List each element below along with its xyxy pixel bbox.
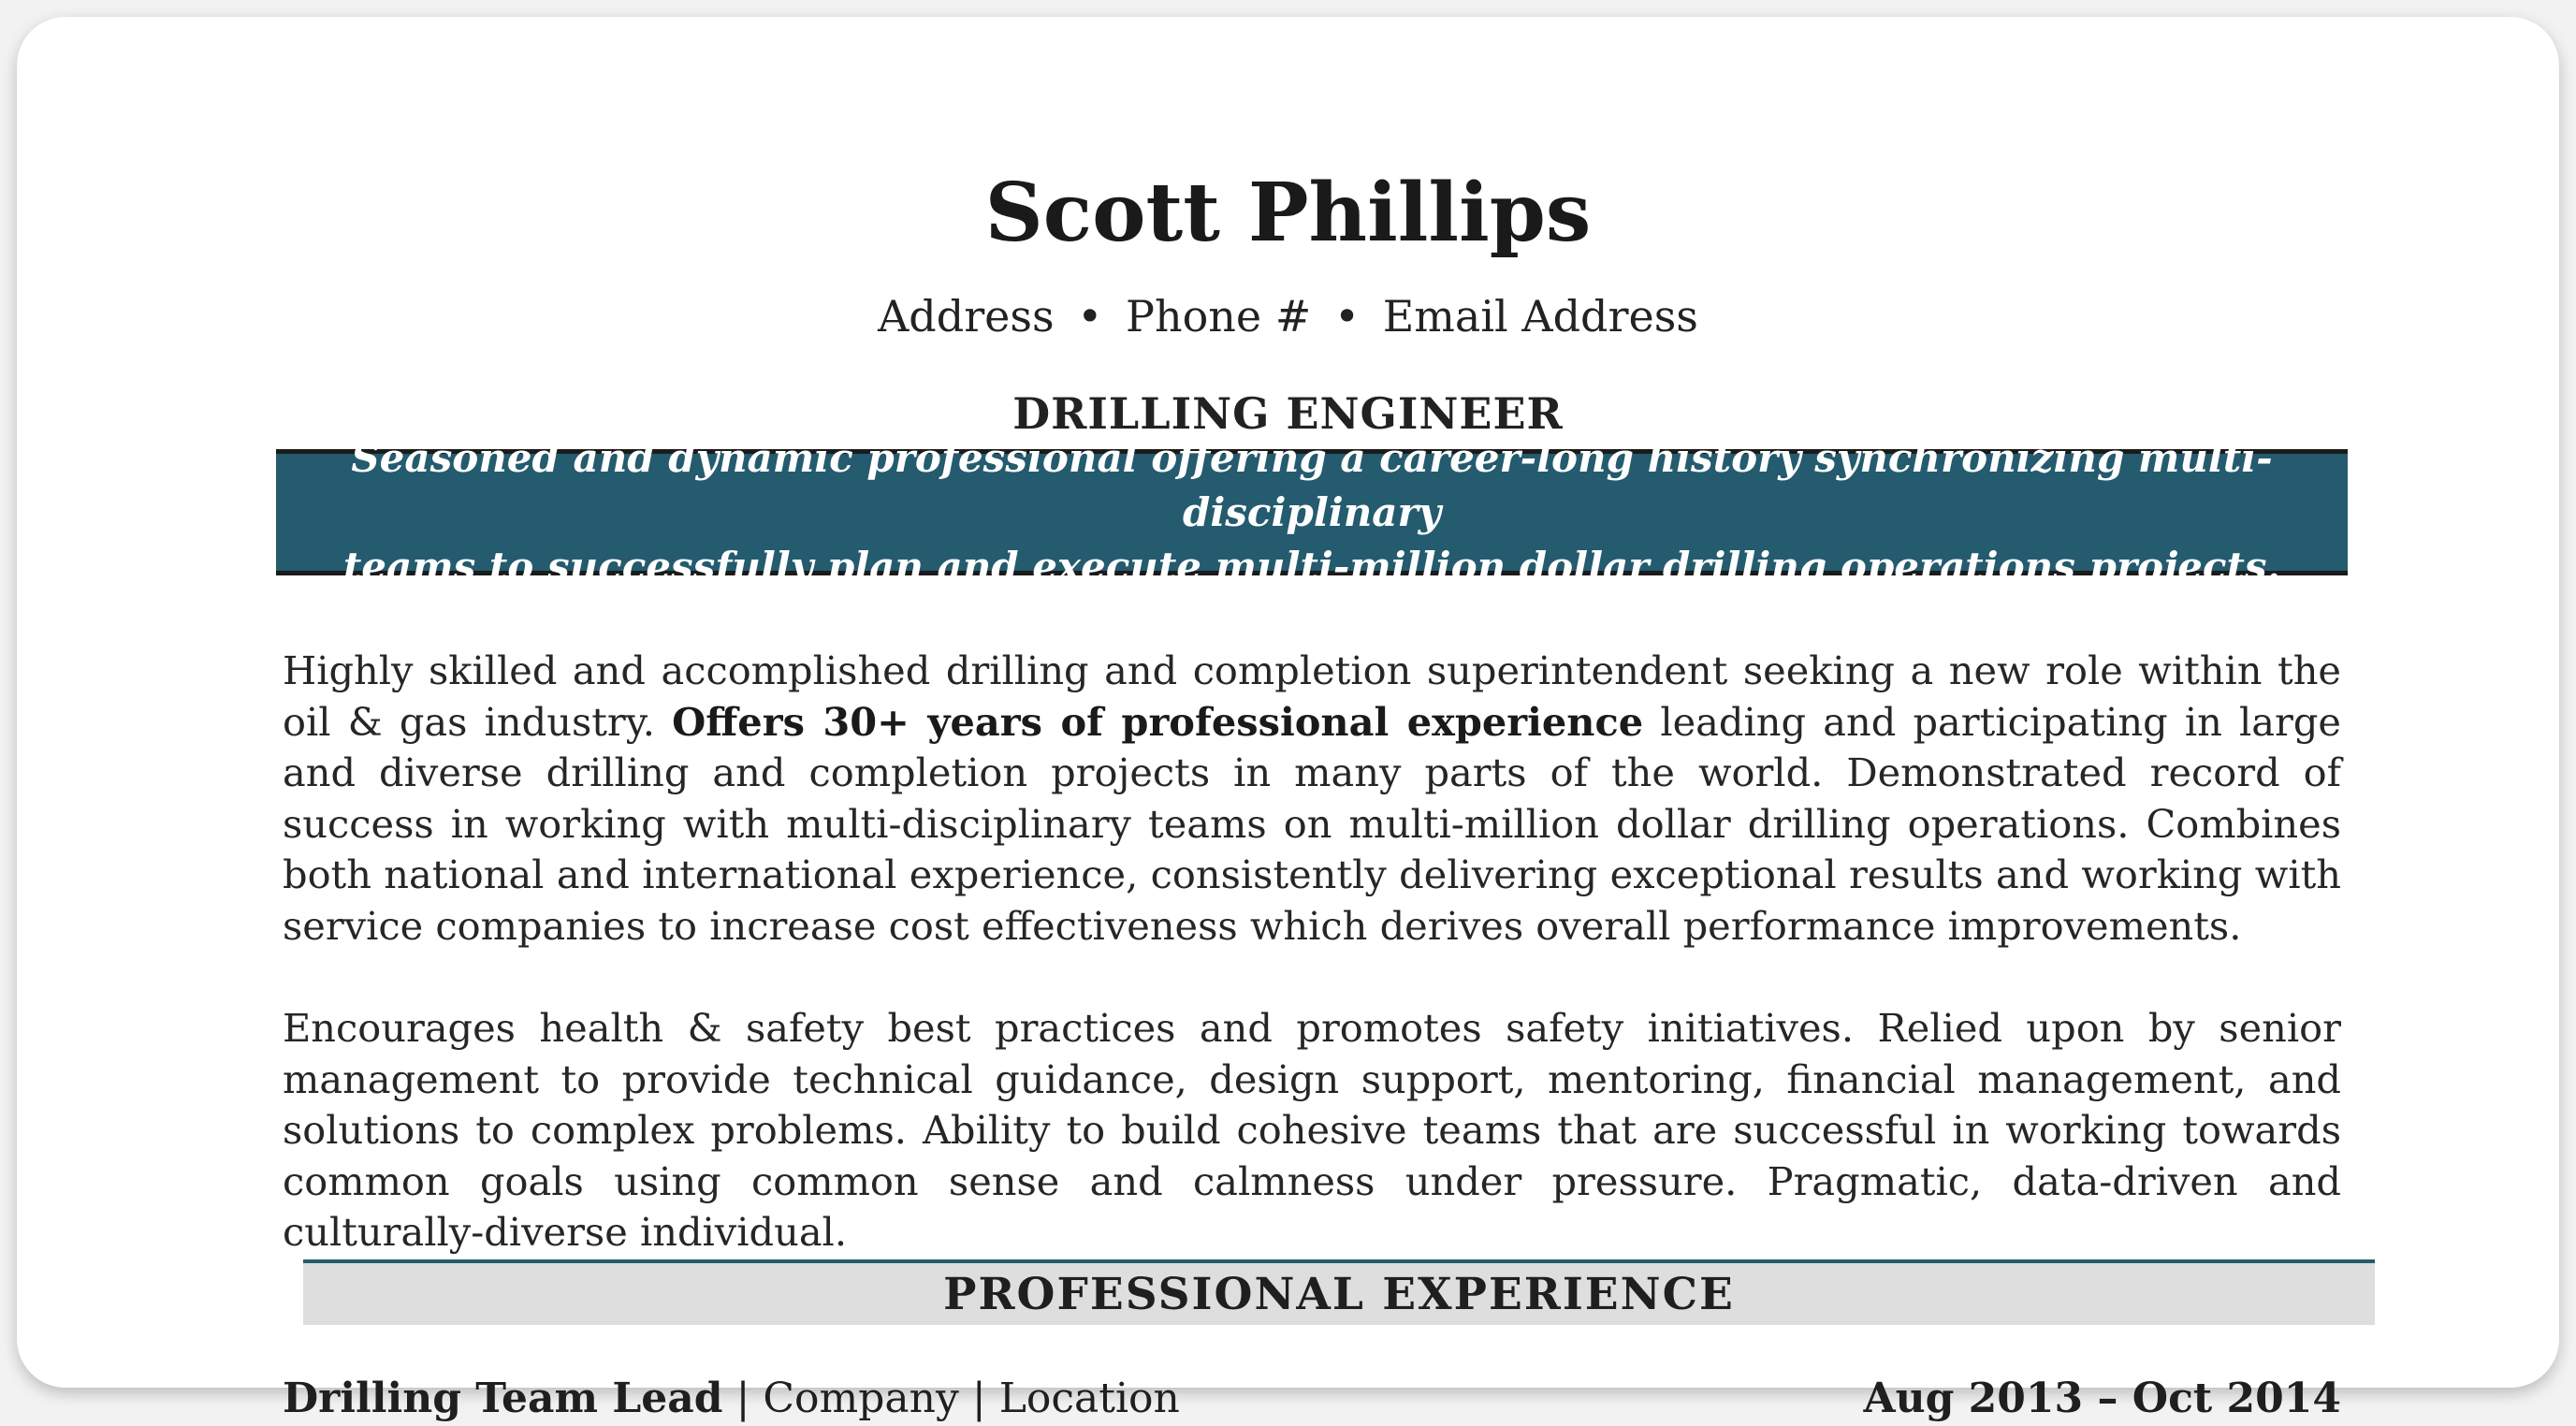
job-divider: | bbox=[971, 1375, 986, 1422]
job-entry-header bbox=[283, 1372, 2341, 1422]
section-title: PROFESSIONAL EXPERIENCE bbox=[943, 1268, 1735, 1320]
summary-paragraph-2: Encourages health & safety best practices and promotes safety initiatives. Relied upon by senior management to provide technical guidance, design support, mentoring, financial management, and solutions to complex problems. Ability to build cohesive teams that are successful in working towards common goals using common sense and calmness under pressure. Pragmatic, data-driven and culturally-diverse individual. bbox=[283, 1005, 2341, 1255]
job-company: Company bbox=[763, 1375, 959, 1422]
headline-banner bbox=[276, 434, 2348, 589]
job-role: Drilling Team Lead bbox=[283, 1375, 723, 1422]
summary-text: Highly skilled and accomplished drilling and completion superintendent seeking a new role within the oil & gas industry. bbox=[283, 648, 2341, 745]
section-header-experience bbox=[303, 1259, 2375, 1325]
headline-line-2: teams to successfully plan and execute multi-million dollar drilling operations projects. bbox=[342, 543, 2281, 589]
contact-phone: Phone # bbox=[1126, 291, 1312, 342]
job-location: Location bbox=[998, 1375, 1180, 1422]
contact-separator: • bbox=[1077, 291, 1103, 342]
job-dates: Aug 2013 – Oct 2014 bbox=[1863, 1375, 2341, 1422]
resume-card bbox=[17, 17, 2559, 1422]
contact-email: Email Address bbox=[1382, 291, 1698, 342]
contact-separator: • bbox=[1333, 291, 1361, 342]
contact-address: Address bbox=[878, 291, 1055, 342]
job-role-line bbox=[283, 1372, 1180, 1426]
summary-text: leading and participating in large and diverse drilling and completion projects in many parts of the world. Demonstrated record of success in working with multi-disciplinary teams on multi-million dollar drilling operations. Combines both national and international experience, consistently delivering exceptional results and working with service companies to increase cost effectiveness which derives overall performance improvements. bbox=[283, 698, 2341, 949]
contact-line bbox=[17, 290, 2559, 342]
target-job-title: DRILLING ENGINEER bbox=[1012, 388, 1564, 439]
headline-text bbox=[306, 431, 2318, 594]
resume-page bbox=[17, 17, 2559, 1422]
job-divider: | bbox=[735, 1375, 750, 1422]
summary-paragraph-1 bbox=[283, 646, 2341, 952]
headline-line-1: Seasoned and dynamic professional offering a career-long history synchronizing multi-disciplinary bbox=[351, 434, 2273, 535]
summary-highlight: Offers 30+ years of professional experience bbox=[672, 698, 1644, 745]
candidate-name: Scott Phillips bbox=[984, 166, 1592, 260]
